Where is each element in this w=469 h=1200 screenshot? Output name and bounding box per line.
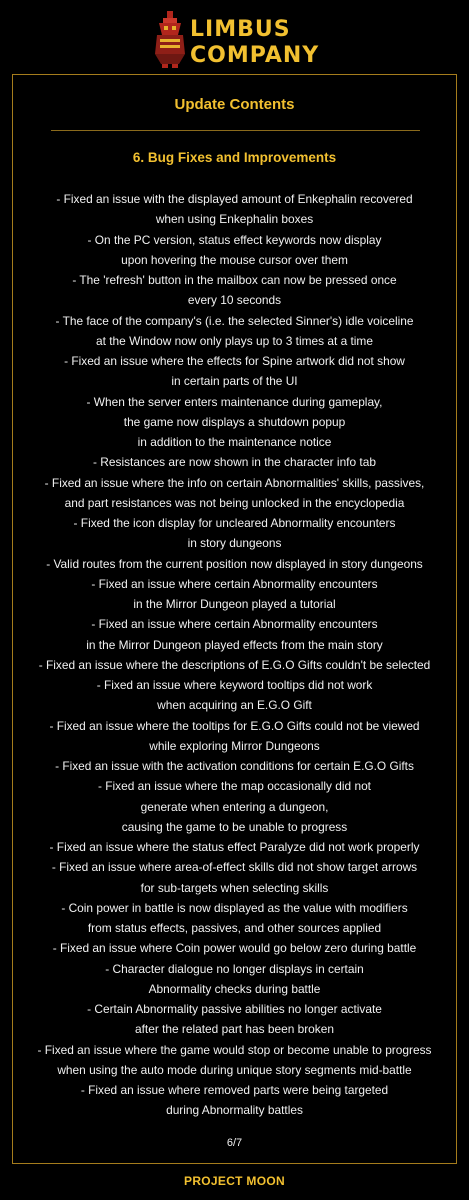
patch-note-line: - Fixed an issue where area-of-effect skills did not show target arrows — [51, 860, 418, 875]
patch-note-line: generate when entering a dungeon, — [140, 799, 329, 814]
logo-line1: LIMBUS — [189, 17, 291, 42]
patch-note-line: during Abnormality battles — [166, 1103, 303, 1118]
patch-note-line: - Fixed the icon display for uncleared Abnormality encounters — [73, 516, 396, 530]
patch-note-line: after the related part has been broken — [135, 1022, 334, 1037]
page-indicator: 6/7 — [226, 1137, 243, 1149]
patch-note-line: - Valid routes from the current position now displayed in story dungeons — [46, 556, 423, 571]
patch-note-line: and part resistances was not being unlocked in the encyclopedia — [64, 495, 405, 510]
patch-note-line: from status effects, passives, and other sources applied — [87, 921, 382, 935]
patch-note-line: when using the auto mode during unique story segments mid-battle — [57, 1062, 412, 1077]
patch-note-line: Abnormality checks during battle — [148, 981, 321, 996]
patch-note-line: - Fixed an issue where certain Abnormality encounters — [91, 576, 378, 591]
patch-note-line: - Fixed an issue with the displayed amount of Enkephalin recovered — [56, 192, 413, 206]
patch-note-line: - Fixed an issue where the descriptions of E.G.O Gifts couldn't be selected — [38, 657, 431, 672]
section-title: 6. Bug Fixes and Improvements — [132, 150, 337, 165]
patch-notes-list — [13, 189, 456, 1121]
patch-note-line: at the Window now only plays up to 3 times at a time — [96, 333, 373, 348]
patch-note-line: - Fixed an issue where the status effect Paralyze did not work properly — [49, 840, 420, 854]
patch-note-line: - Fixed an issue where certain Abnormality encounters — [91, 617, 378, 632]
patch-note-line: while exploring Mirror Dungeons — [149, 738, 320, 753]
patch-note-line: - Fixed an issue where the game would stop or become unable to progress — [37, 1042, 432, 1057]
patch-note-line: - Fixed an issue where removed parts were being targeted — [80, 1083, 389, 1097]
update-contents-panel — [12, 74, 457, 1164]
patch-note-line: - Fixed an issue where the info on certain Abnormalities' skills, passives, — [44, 475, 425, 490]
patch-note-line: in addition to the maintenance notice — [137, 435, 332, 449]
patch-note-line: upon hovering the mouse cursor over them — [121, 252, 348, 267]
patch-note-line: the game now displays a shutdown popup — [123, 414, 346, 429]
patch-note-line: in story dungeons — [187, 536, 282, 551]
patch-note-line: - Fixed an issue where Coin power would go below zero during battle — [52, 941, 417, 956]
patch-note-line: - Coin power in battle is now displayed as the value with modifiers — [61, 900, 408, 915]
patch-note-line: in certain parts of the UI — [171, 374, 298, 389]
patch-note-line: - The face of the company's (i.e. the selected Sinner's) idle voiceline — [55, 313, 414, 328]
patch-note-line: - Fixed an issue with the activation conditions for certain E.G.O Gifts — [55, 759, 414, 773]
limbus-bus-emblem-icon — [155, 11, 185, 68]
logo-line2: COMPANY — [189, 43, 319, 68]
patch-note-line: - Certain Abnormality passive abilities no longer activate — [87, 1002, 382, 1016]
limbus-company-logo — [0, 8, 469, 70]
patch-note-line: - Fixed an issue where the effects for Spine artwork did not show — [64, 354, 405, 368]
patch-note-line: in the Mirror Dungeon played a tutorial — [133, 597, 336, 611]
patch-note-line: - Fixed an issue where keyword tooltips did not work — [96, 678, 373, 692]
logo-graphic — [115, 8, 355, 70]
patch-note-line: when acquiring an E.G.O Gift — [157, 698, 312, 713]
title-divider — [51, 130, 420, 131]
patch-note-line: every 10 seconds — [187, 293, 282, 308]
patch-note-line: - Fixed an issue where the map occasionally did not — [98, 779, 371, 794]
patch-note-line: - On the PC version, status effect keywords now display — [87, 232, 382, 247]
patch-note-line: causing the game to be unable to progress — [121, 819, 348, 834]
panel-title: Update Contents — [174, 96, 295, 113]
patch-note-line: - The 'refresh' button in the mailbox can now be pressed once — [72, 273, 397, 287]
patch-note-line: in the Mirror Dungeon played effects from the main story — [86, 637, 383, 652]
patch-note-line: - Fixed an issue where the tooltips for E.G.O Gifts could not be viewed — [49, 718, 420, 733]
patch-note-line: - Character dialogue no longer displays in certain — [105, 961, 364, 976]
patch-note-line: - Resistances are now shown in the character info tab — [93, 455, 376, 470]
patch-note-line: for sub-targets when selecting skills — [140, 880, 329, 895]
patch-note-line: when using Enkephalin boxes — [155, 212, 314, 227]
project-moon-brand: PROJECT MOON — [184, 1174, 285, 1188]
patch-note-line: - When the server enters maintenance during gameplay, — [86, 394, 383, 409]
